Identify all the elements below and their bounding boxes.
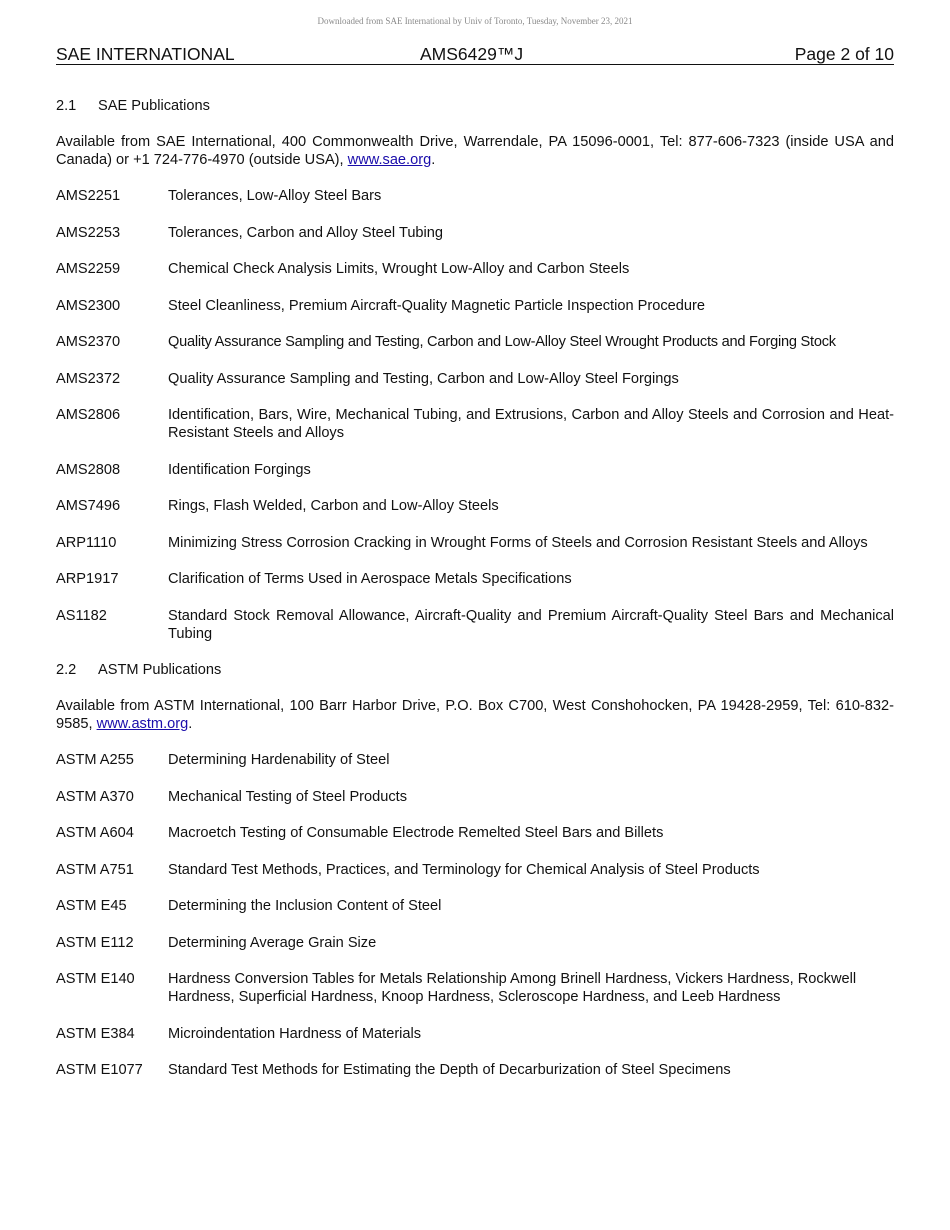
intro-text: Available from SAE International, 400 Commonwealth Drive, Warrendale, PA 15096-0001, Tel: 877-606-7323 (inside USA and Canada) or +1 724-776-4970 (outside USA), — [56, 134, 894, 168]
reference-code: AMS2370 — [56, 334, 121, 350]
sae-website-link[interactable]: www.sae.org — [347, 152, 432, 168]
reference-code: AMS2300 — [56, 297, 121, 314]
reference-code: ASTM A370 — [56, 788, 134, 805]
reference-code: AS1182 — [56, 607, 107, 624]
reference-row — [56, 497, 894, 515]
header-page-number: Page 2 of 10 — [794, 44, 894, 64]
section-title: SAE Publications — [98, 98, 210, 114]
reference-title: Steel Cleanliness, Premium Aircraft-Quality Magnetic Particle Inspection Procedure — [168, 297, 705, 314]
reference-title: Quality Assurance Sampling and Testing, Carbon and Low-Alloy Steel Wrought Products and Forging Stock — [168, 334, 836, 350]
reference-code: AMS2808 — [56, 461, 121, 478]
reference-code: AMS2806 — [56, 407, 121, 423]
reference-row — [56, 370, 894, 388]
reference-code: ARP1917 — [56, 571, 119, 587]
reference-code: ASTM E112 — [56, 934, 134, 951]
reference-row — [56, 788, 894, 806]
reference-code: ASTM A604 — [56, 825, 134, 841]
reference-title: Rings, Flash Welded, Carbon and Low-Alloy Steels — [168, 498, 499, 514]
reference-code: AMS2372 — [56, 370, 121, 387]
reference-code: AMS2253 — [56, 224, 121, 241]
download-watermark: Downloaded from SAE International by Univ of Toronto, Tuesday, November 23, 2021 — [317, 16, 633, 26]
section-number: 2.2 — [56, 662, 77, 678]
intro-text: Available from ASTM International, 100 Barr Harbor Drive, P.O. Box C700, West Conshohocken, PA 19428-2959, Tel: 610-832-9585, — [56, 698, 894, 732]
section-heading — [56, 97, 894, 115]
reference-code: AMS2251 — [56, 188, 121, 204]
section-title: ASTM Publications — [98, 662, 222, 678]
reference-title: Hardness Conversion Tables for Metals Relationship Among Brinell Hardness, Vickers Hardness, Rockwell Hardness, Superficial Hardness, Knoop Hardness, Scleroscope Hardness, and Leeb Hardness — [168, 971, 857, 1005]
reference-row — [56, 297, 894, 315]
reference-row — [56, 187, 894, 205]
reference-row — [56, 824, 894, 842]
reference-title: Macroetch Testing of Consumable Electrode Remelted Steel Bars and Billets — [168, 825, 664, 841]
reference-row — [56, 607, 894, 643]
intro-end: . — [431, 152, 436, 168]
reference-code: AMS7496 — [56, 498, 121, 514]
reference-title: Determining the Inclusion Content of Steel — [168, 898, 442, 914]
reference-title: Mechanical Testing of Steel Products — [168, 788, 408, 805]
reference-row — [56, 406, 894, 442]
reference-row — [56, 570, 894, 588]
intro-end: . — [188, 716, 193, 732]
reference-row — [56, 861, 894, 879]
reference-code: ASTM E45 — [56, 898, 127, 914]
page-header — [56, 44, 894, 65]
section-sae-publications — [56, 97, 894, 643]
reference-row — [56, 1061, 894, 1079]
reference-row — [56, 897, 894, 915]
reference-title: Standard Stock Removal Allowance, Aircraft-Quality and Premium Aircraft-Quality Steel Bars and Mechanical Tubing — [168, 607, 894, 642]
reference-title: Quality Assurance Sampling and Testing, Carbon and Low-Alloy Steel Forgings — [168, 370, 679, 387]
sae-availability-text — [56, 133, 894, 169]
reference-code: ASTM E384 — [56, 1025, 135, 1042]
reference-title: Microindentation Hardness of Materials — [168, 1025, 422, 1042]
reference-row — [56, 751, 894, 769]
reference-title: Standard Test Methods for Estimating the Depth of Decarburization of Steel Specimens — [168, 1062, 731, 1078]
reference-row — [56, 970, 894, 1006]
reference-row — [56, 934, 894, 952]
reference-code: AMS2259 — [56, 261, 121, 277]
reference-row — [56, 260, 894, 278]
astm-availability-text — [56, 697, 894, 733]
reference-row — [56, 534, 894, 552]
reference-code: ASTM E140 — [56, 971, 135, 987]
reference-title: Chemical Check Analysis Limits, Wrought Low-Alloy and Carbon Steels — [168, 261, 630, 277]
astm-website-link[interactable]: www.astm.org — [96, 716, 189, 732]
section-astm-publications — [56, 661, 894, 1079]
section-number: 2.1 — [56, 98, 77, 114]
header-doc-id: AMS6429™J — [420, 44, 524, 64]
reference-row — [56, 1025, 894, 1043]
reference-code: ASTM A751 — [56, 861, 134, 878]
reference-code: ASTM A255 — [56, 752, 134, 768]
reference-row — [56, 461, 894, 479]
reference-title: Clarification of Terms Used in Aerospace Metals Specifications — [168, 571, 572, 587]
reference-title: Standard Test Methods, Practices, and Terminology for Chemical Analysis of Steel Products — [168, 861, 760, 878]
section-heading — [56, 661, 894, 679]
reference-title: Determining Average Grain Size — [168, 934, 377, 951]
document-body — [56, 97, 894, 1098]
reference-title: Tolerances, Carbon and Alloy Steel Tubing — [168, 224, 444, 241]
reference-title: Minimizing Stress Corrosion Cracking in Wrought Forms of Steels and Corrosion Resistant Steels and Alloys — [168, 534, 868, 551]
header-org: SAE INTERNATIONAL — [56, 44, 235, 64]
reference-code: ARP1110 — [56, 534, 117, 551]
reference-code: ASTM E1077 — [56, 1062, 143, 1078]
reference-row — [56, 224, 894, 242]
reference-title: Identification, Bars, Wire, Mechanical Tubing, and Extrusions, Carbon and Alloy Steels and Corrosion and Heat-Resistant Steels and Alloys — [168, 407, 894, 441]
reference-title: Determining Hardenability of Steel — [168, 752, 390, 768]
reference-row — [56, 333, 894, 351]
reference-title: Identification Forgings — [168, 461, 311, 478]
reference-title: Tolerances, Low-Alloy Steel Bars — [168, 188, 382, 204]
